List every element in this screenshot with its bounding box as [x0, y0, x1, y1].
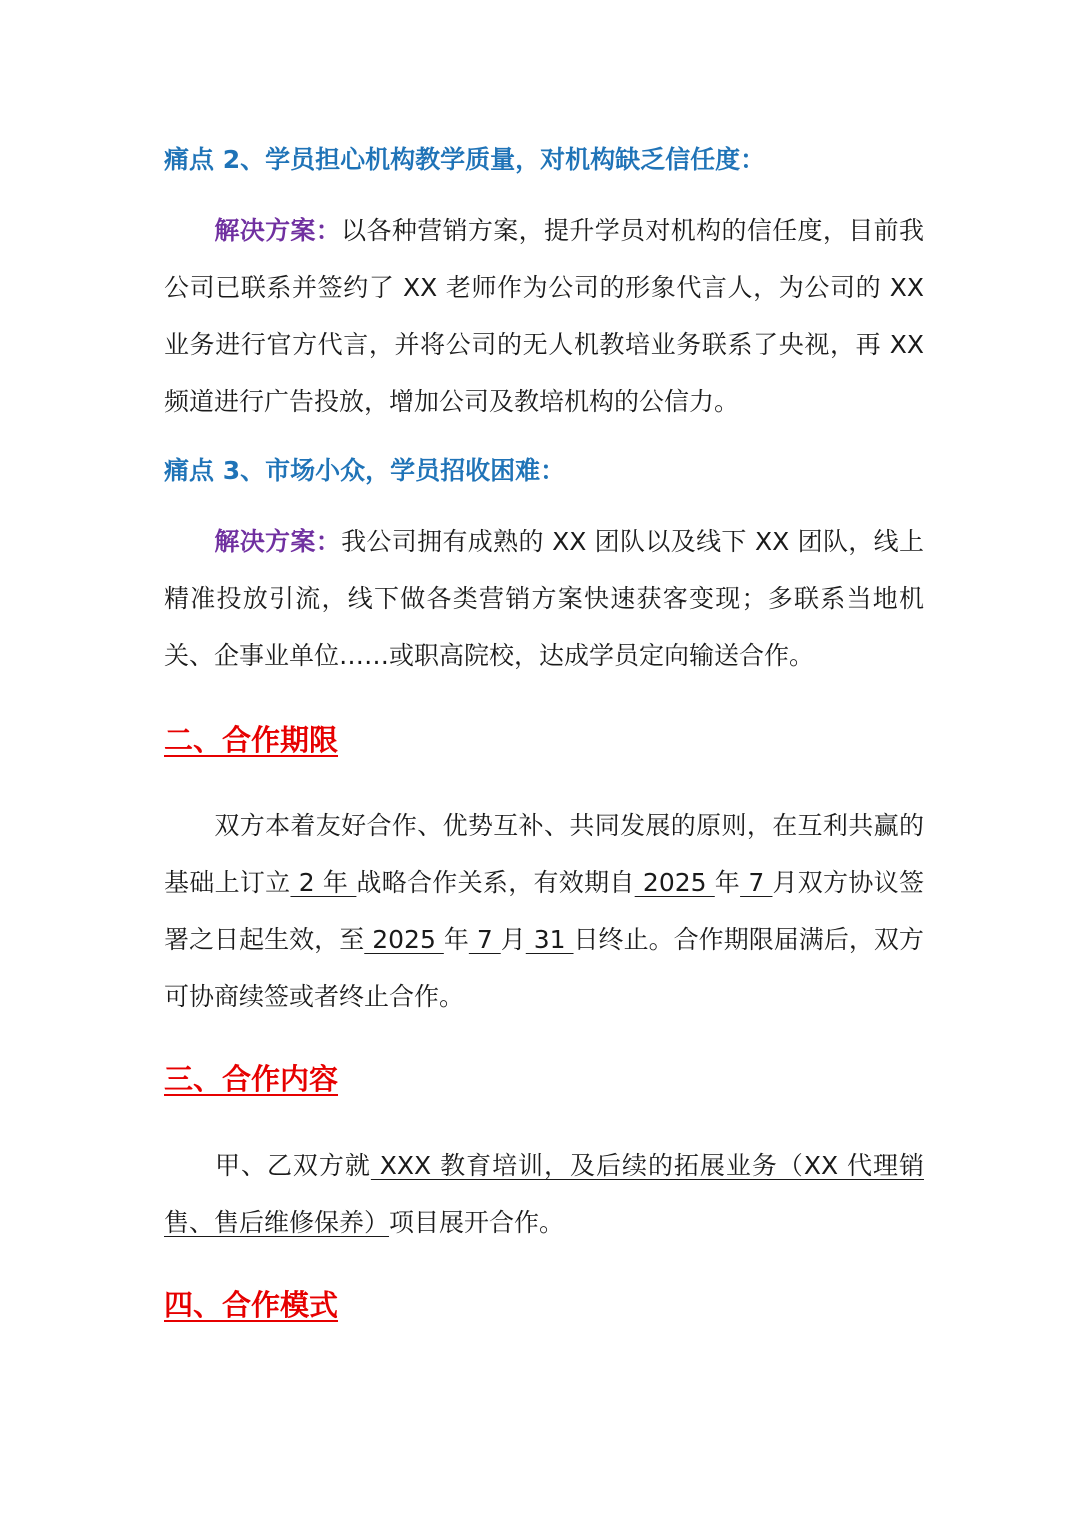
end-year-blank: 2025 [364, 925, 444, 954]
end-month-blank: 7 [468, 925, 501, 954]
term-text: 双方本着友好合作、优势互补、共同发展的原则，在互利共赢的基础上订立 [164, 811, 924, 897]
solution-text: 我公司拥有成熟的 XX 团队以及线下 XX 团队，线上精准投放引流，线下做各类营销方案快速获客变现；多联系当地机关、企事业单位……或职高院校，达成学员定向输送合作。 [164, 527, 924, 670]
solution-text: 以各种营销方案，提升学员对机构的信任度，目前我公司已联系并签约了 XX 老师作为公司的形象代言人，为公司的 XX 业务进行官方代言，并将公司的无人机教培业务联系了央视，再 XX 频道进行广告投放，增加公司及教培机构的公信力。 [164, 216, 924, 416]
start-year-blank: 2025 [634, 868, 715, 897]
term-text: 月双方协议签署之日起生效，至 [164, 868, 924, 954]
pain-point-2-solution [164, 202, 924, 430]
term-text: 年 [443, 925, 469, 954]
project-blank: XXX 教育培训，及后续的拓展业务（XX 代理销售、售后维修保养） [164, 1151, 924, 1237]
section-2-heading: 二、合作期限 [164, 723, 339, 757]
term-years-blank: 2 年 [290, 868, 357, 897]
content-text: 甲、乙双方就 [214, 1151, 371, 1180]
content-text: 项目展开合作。 [389, 1208, 565, 1237]
pain-point-3-heading: 痛点 3、市场小众，学员招收困难： [164, 456, 566, 485]
start-month-blank: 7 [740, 868, 773, 897]
term-text: 战略合作关系，有效期自 [356, 868, 635, 897]
term-text: 年 [714, 868, 741, 897]
section-4-heading: 四、合作模式 [164, 1288, 339, 1322]
solution-label: 解决方案： [214, 527, 342, 556]
pain-point-2-heading: 痛点 2、学员担心机构教学质量，对机构缺乏信任度： [164, 145, 766, 174]
term-text: 日终止。合作期限届满后，双方可协商续签或者终止合作。 [164, 925, 924, 1011]
cooperation-content-paragraph [164, 1137, 924, 1251]
solution-label: 解决方案： [214, 216, 342, 245]
term-text: 月 [500, 925, 526, 954]
section-3-heading: 三、合作内容 [164, 1062, 339, 1096]
cooperation-term-paragraph [164, 797, 924, 1025]
pain-point-3-solution [164, 513, 924, 684]
end-day-blank: 31 [525, 925, 574, 954]
